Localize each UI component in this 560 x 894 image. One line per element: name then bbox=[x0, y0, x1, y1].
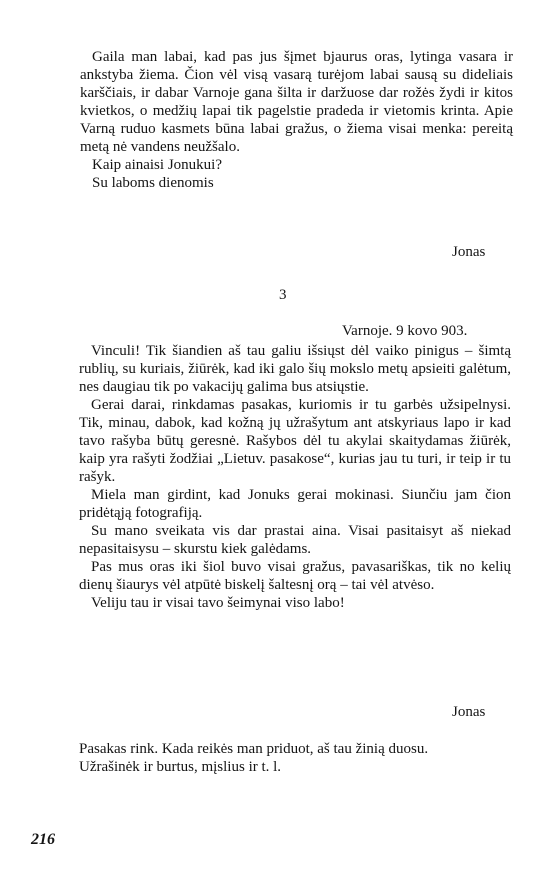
postscript-line: Pasakas rink. Kada reikės man priduot, aš tau žinią duosu. bbox=[79, 741, 429, 757]
paragraph: Su laboms dienomis bbox=[92, 175, 214, 191]
paragraph: Gerai darai, rinkdamas pasakas, kuriomis ir tu garbės užsipelnysi. Tik, minau, dabok, kad kožną jų užrašytum ant atskyriaus lapo ir kad tavo rašyba būtų geresnė. Rašybos dėl tu akylai skaitydamas žiūrėk, kaip yra rašyti žodžiai „Lietuv. pasakose“, kurias jau tu turi, ir teip ir tu rašyk. bbox=[79, 397, 511, 485]
paragraph: Veliju tau ir visai tavo šeimynai viso labo! bbox=[91, 595, 345, 611]
paragraph: Gaila man labai, kad pas jus šįmet bjaurus oras, lytinga vasara ir ankstyba žiema. Čion vėl visą vasarą turėjom labai sausą su dideliais karščiais, ir dabar Varnoje gana šilta ir daržuose dar rožės žydi ir kitos kvietkos, o medžių lapai tik pagelstie pradeda ir vietomis krinta. Apie Varną ruduo kasmets būna labai gražus, o žiema visai menka: pereitą metą nė vandens neužšalo. bbox=[80, 49, 513, 155]
letter-1-body bbox=[80, 48, 513, 192]
letter-2-signature: Jonas bbox=[452, 704, 486, 720]
paragraph: Kaip ainaisi Jonukui? bbox=[92, 157, 222, 173]
paragraph: Pas mus oras iki šiol buvo visai gražus, pavasariškas, tik no kelių dienų šiaurys vėl atpūtė biskelį šaltesnį orą – tai vėl atvėso. bbox=[79, 559, 511, 593]
letter-2-dateline: Varnoje. 9 kovo 903. bbox=[342, 323, 468, 339]
letter-1-signature: Jonas bbox=[452, 244, 486, 260]
paragraph: Vinculi! Tik šiandien aš tau galiu išsiųst dėl vaiko pinigus – šimtą rublių, su kuriais, žiūrėk, kad iki galo šių mokslo metų apsieiti galėtum, nes daugiau tik po vakacijų galima bus atsiųstie. bbox=[79, 343, 511, 395]
paragraph: Miela man girdint, kad Jonuks gerai mokinasi. Siunčiu jam čion pridėtąją fotografiją. bbox=[79, 487, 511, 521]
page-number: 216 bbox=[31, 831, 55, 848]
letter-2-body bbox=[79, 342, 511, 612]
paragraph: Su mano sveikata vis dar prastai aina. Visai pasitaisyt aš niekad nepasitaisysu – skurstu kiek galėdams. bbox=[79, 523, 511, 557]
letter-2-postscript bbox=[79, 740, 519, 776]
postscript-line: Užrašinėk ir burtus, mįslius ir t. l. bbox=[79, 759, 282, 775]
letter-number: 3 bbox=[279, 287, 287, 303]
